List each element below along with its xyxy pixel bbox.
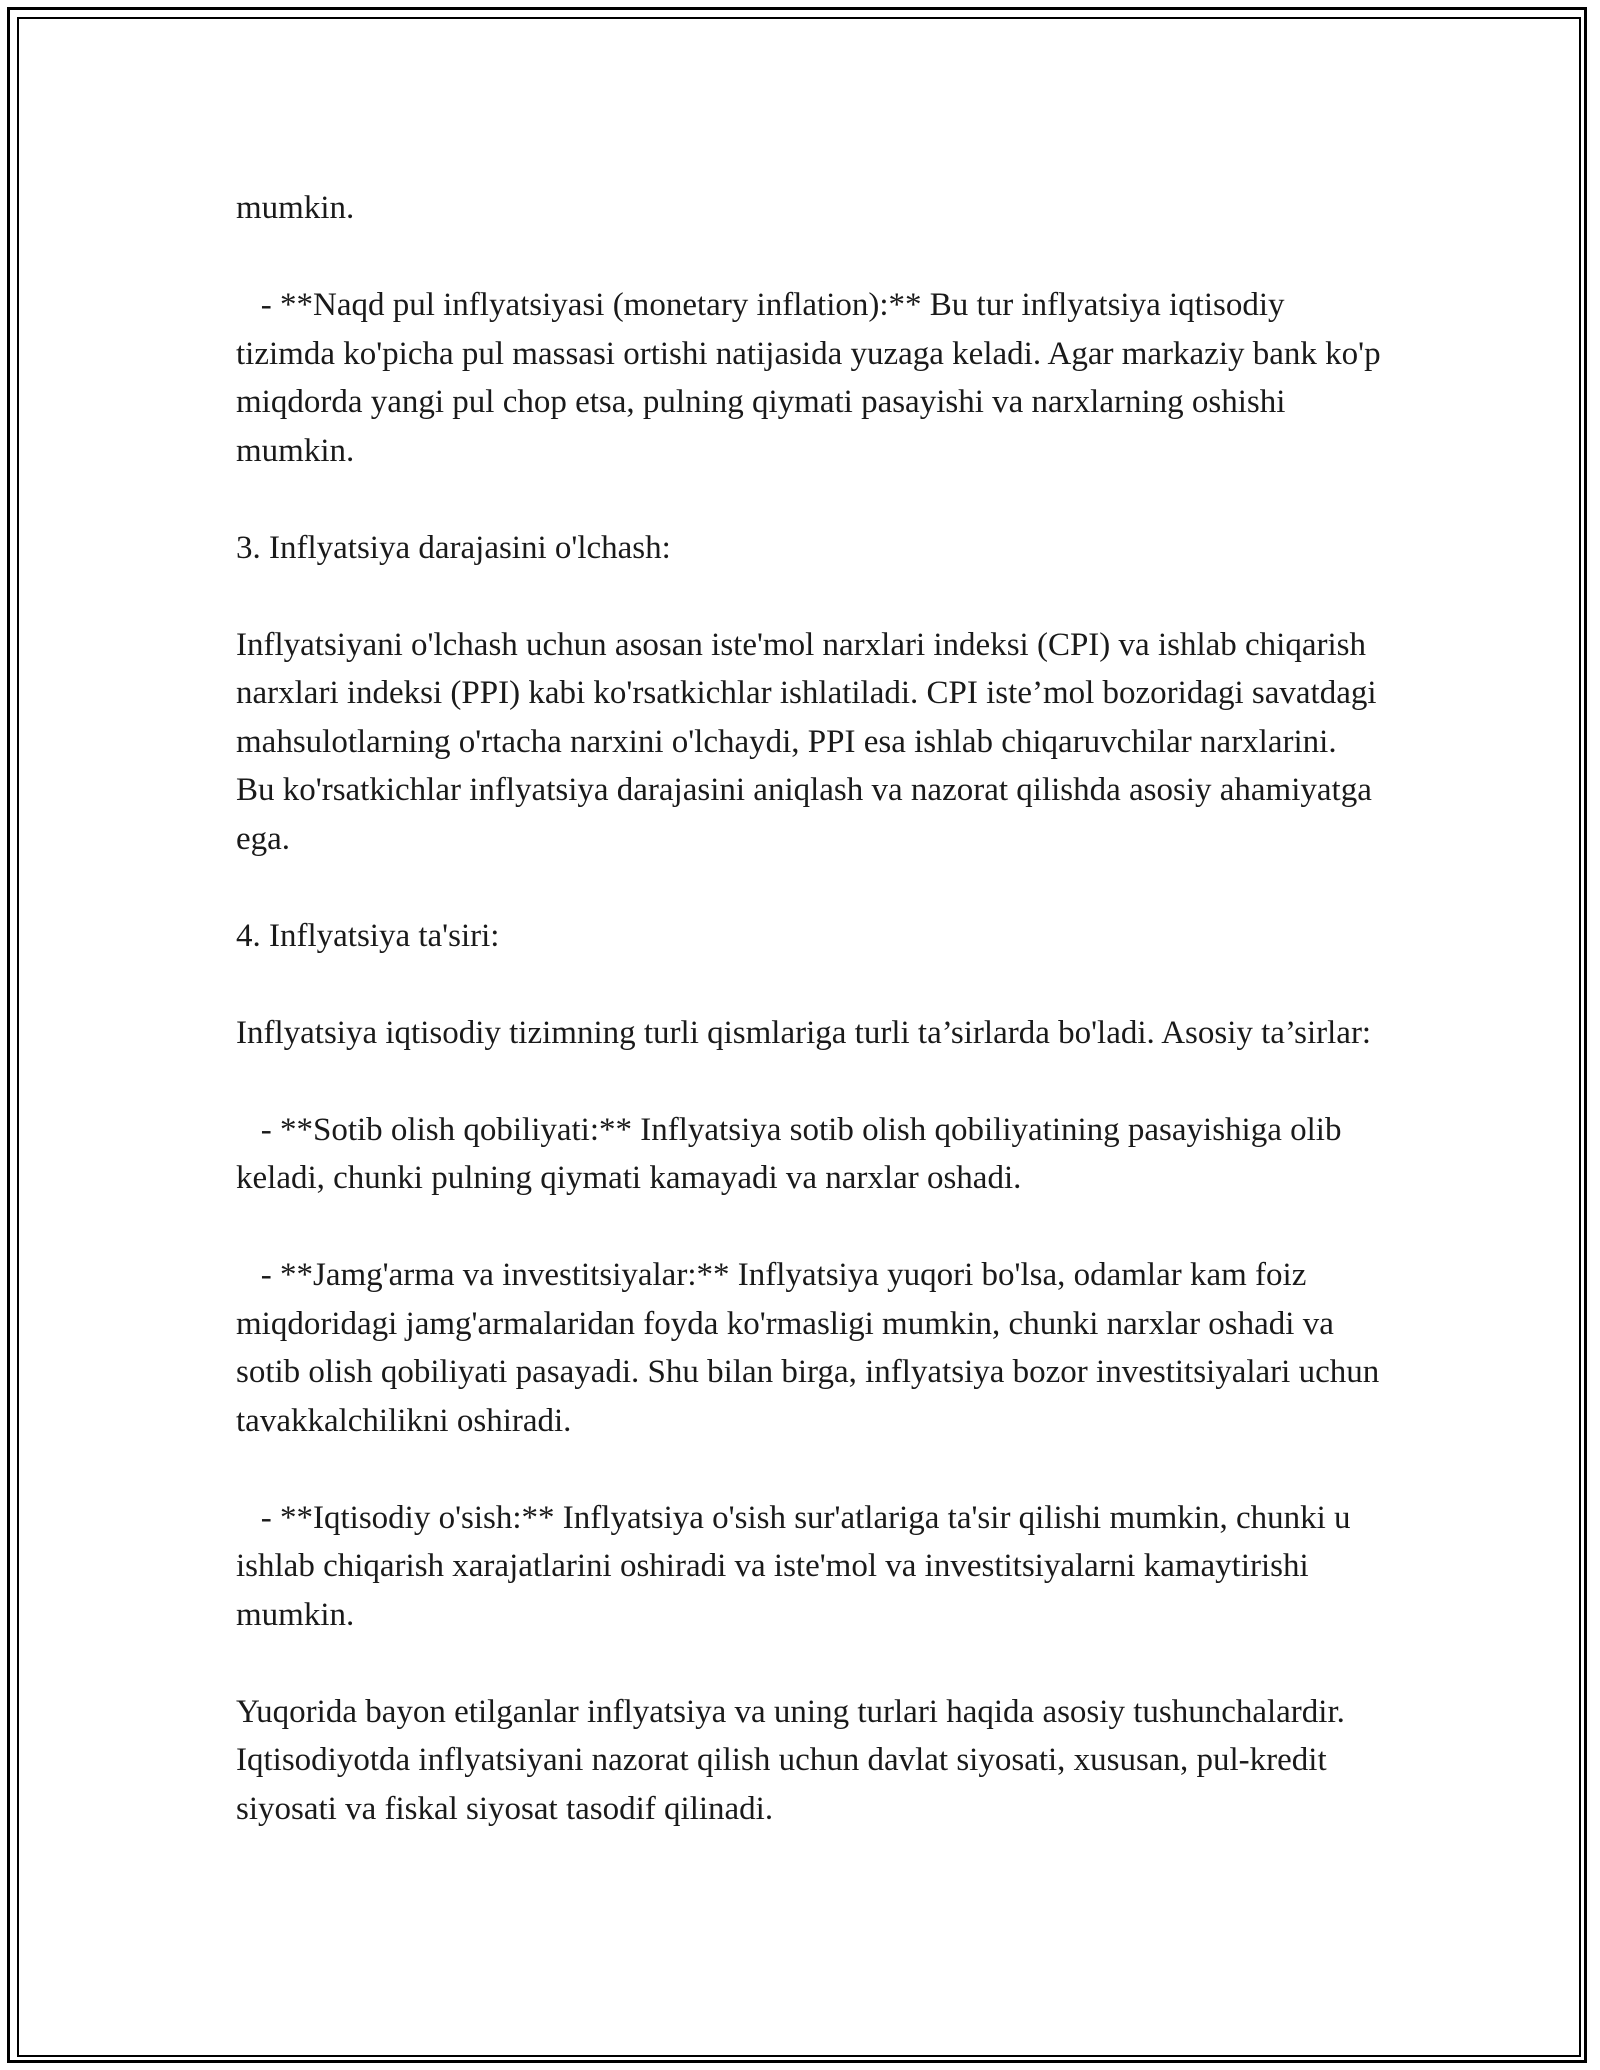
document-body	[236, 184, 1389, 1833]
paragraph-monetary-inflation: - **Naqd pul inflyatsiyasi (monetary inflation):** Bu tur inflyatsiya iqtisodiy tizimda ko'picha pul massasi ortishi natijasida yuzaga keladi. Agar markaziy bank ko'p miqdorda yangi pul chop etsa, pulning qiymati pasayishi va narxlarning oshishi mumkin.	[236, 287, 1389, 469]
paragraph-conclusion: Yuqorida bayon etilganlar inflyatsiya va uning turlari haqida asosiy tushunchalardir. Iqtisodiyotda inflyatsiyani nazorat qilish uchun davlat siyosati, xususan, pul-kredit siyosati va fiskal siyosat tasodif qilinadi.	[236, 1693, 1354, 1827]
heading-inflation-effects: 4. Inflyatsiya ta'siri:	[236, 917, 500, 954]
heading-measuring-inflation: 3. Inflyatsiya darajasini o'lchash:	[236, 529, 671, 566]
paragraph-effects-intro: Inflyatsiya iqtisodiy tizimning turli qismlariga turli ta’sirlarda bo'ladi. Asosiy ta’sirlar:	[236, 1014, 1372, 1051]
paragraph-continuation: mumkin.	[236, 190, 355, 226]
paragraph-cpi-ppi: Inflyatsiyani o'lchash uchun asosan iste'mol narxlari indeksi (CPI) va ishlab chiqarish narxlari indeksi (PPI) kabi ko'rsatkichlar ishlatiladi. CPI iste’mol bozoridagi savatdagi mahsulotlarning o'rtacha narxini o'lchaydi, PPI esa ishlab chiqaruvchilar narxlarini. Bu ko'rsatkichlar inflyatsiya darajasini aniqlash va nazorat qilishda asosiy ahamiyatga ega.	[236, 626, 1385, 857]
list-item-savings-investments: - **Jamg'arma va investitsiyalar:** Inflyatsiya yuqori bo'lsa, odamlar kam foiz miqdoridagi jamg'armalaridan foyda ko'rmasligi mumkin, chunki narxlar oshadi va sotib olish qobiliyati pasayadi. Shu bilan birga, inflyatsiya bozor investitsiyalari uchun tavakkalchilikni oshiradi.	[236, 1257, 1388, 1439]
list-item-purchasing-power: - **Sotib olish qobiliyati:** Inflyatsiya sotib olish qobiliyatining pasayishiga olib keladi, chunki pulning qiymati kamayadi va narxlar oshadi.	[236, 1111, 1350, 1196]
list-item-economic-growth: - **Iqtisodiy o'sish:** Inflyatsiya o'sish sur'atlariga ta'sir qilishi mumkin, chunki u ishlab chiqarish xarajatlarini oshiradi va iste'mol va investitsiyalarni kamaytirishi mumkin.	[236, 1499, 1359, 1633]
